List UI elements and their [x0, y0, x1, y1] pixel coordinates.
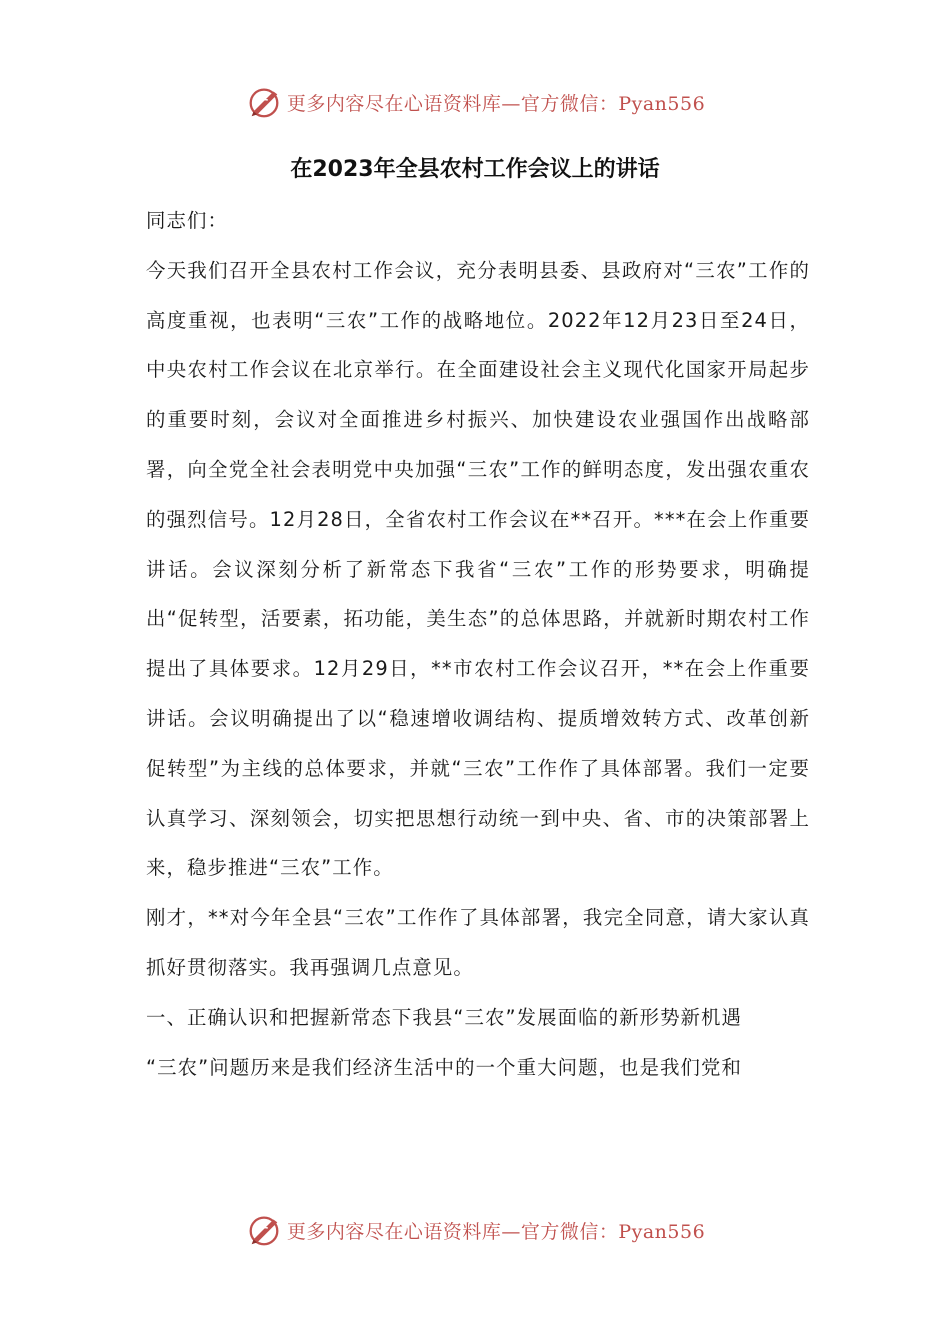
pen-circle-logo-icon — [245, 1211, 283, 1249]
watermark-banner-top — [0, 82, 950, 122]
section-heading-1: 一、正确认识和把握新常态下我县“三农”发展面临的新形势新机遇 — [146, 1005, 743, 1029]
paragraph-emphasis: 刚才，**对今年全县“三农”工作作了具体部署，我完全同意，请大家认真抓好贯彻落实。我再强调几点意见。 — [146, 906, 810, 979]
document-body — [146, 196, 810, 1092]
document-title: 在2023年全县农村工作会议上的讲话 — [290, 157, 660, 182]
paragraph-intro: 今天我们召开全县农村工作会议，充分表明县委、县政府对“三农”工作的高度重视，也表明“三农”工作的战略地位。2022年12月23日至24日，中央农村工作会议在北京举行。在全面建设社会主义现代化国家开局起步的重要时刻，会议对全面推进乡村振兴、加快建设农业强国作出战略部署，向全党全社会表明党中央加强“三农”工作的鲜明态度，发出强农重农的强烈信号。12月28日，全省农村工作会议在**召开。***在会上作重要讲话。会议深刻分析了新常态下我省“三农”工作的形势要求，明确提出“促转型，活要素，拓功能，美生态”的总体思路，并就新时期农村工作提出了具体要求。12月29日，**市农村工作会议召开，**在会上作重要讲话。会议明确提出了以“稳速增收调结构、提质增效转方式、改革创新促转型”为主线的总体要求，并就“三农”工作作了具体部署。我们一定要认真学习、深刻领会，切实把思想行动统一到中央、省、市的决策部署上来，稳步推进“三农”工作。 — [146, 258, 810, 880]
watermark-text: 更多内容尽在心语资料库—官方微信：Pyan556 — [286, 1220, 706, 1243]
pen-circle-logo-icon — [245, 83, 283, 121]
salutation: 同志们： — [146, 209, 228, 232]
watermark-banner-bottom — [0, 1210, 950, 1250]
watermark-text: 更多内容尽在心语资料库—官方微信：Pyan556 — [286, 92, 706, 115]
paragraph-section-1: “三农”问题历来是我们经济生活中的一个重大问题，也是我们党和 — [146, 1055, 743, 1079]
